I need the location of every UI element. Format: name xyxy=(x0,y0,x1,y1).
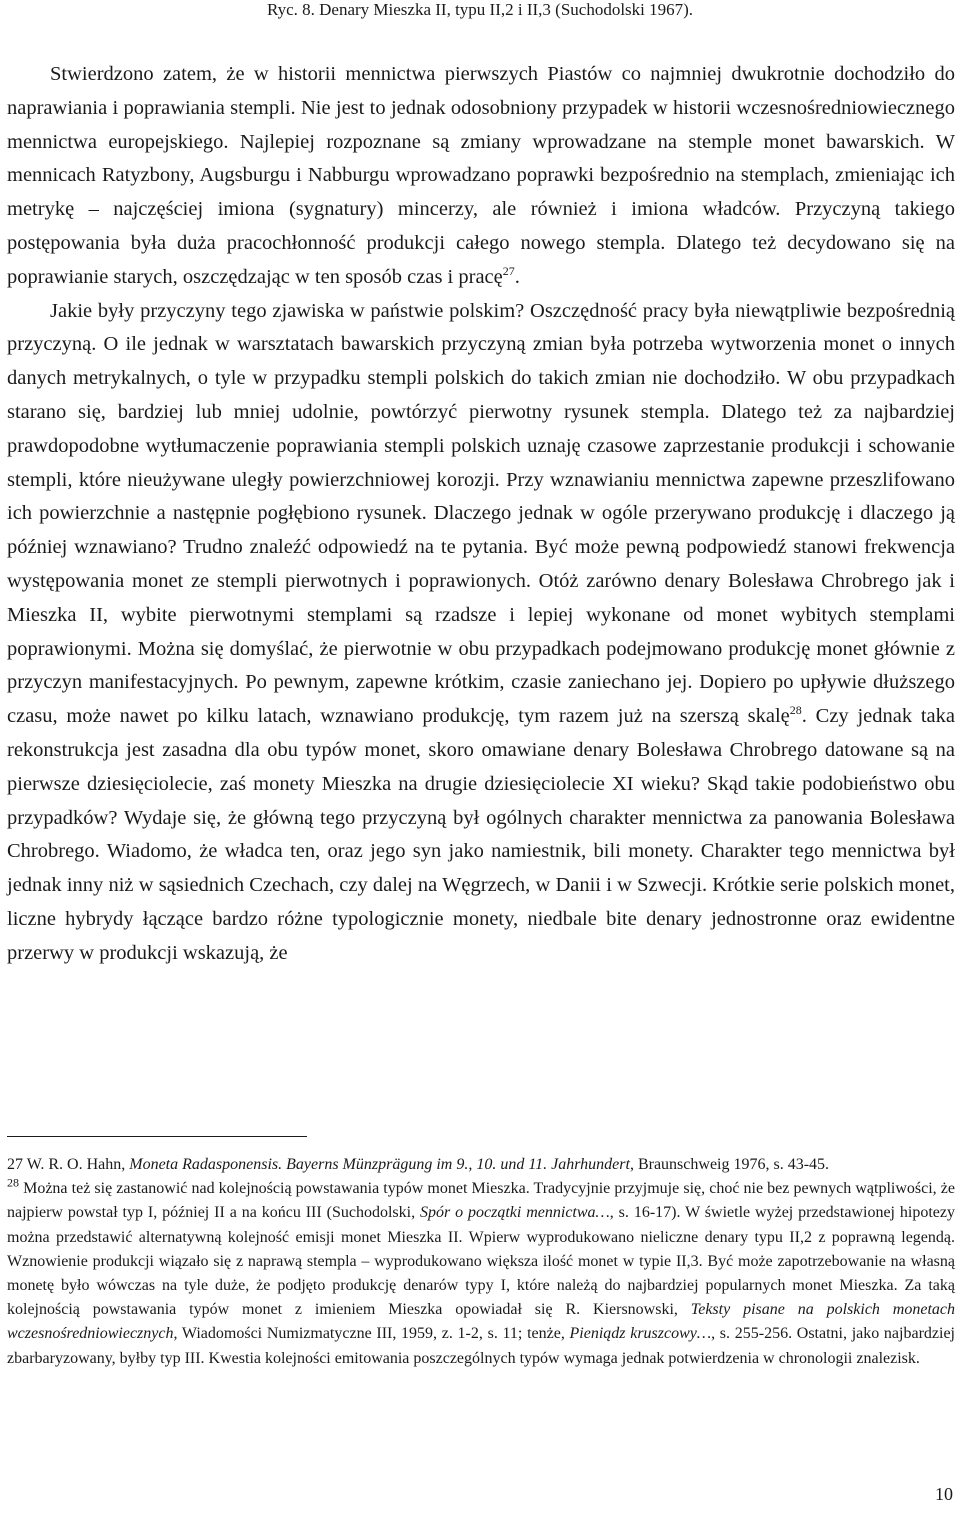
paragraph-text: Jakie były przyczyny tego zjawiska w państwie polskim? Oszczędność pracy była niewątpliwie bezpośrednią przyczyną. O ile jednak w warsztatach bawarskich przyczyną zmian była potrzeba wytworzenia monet o innych danych metrykalnych, o tyle w przypadku stempli polskich do takich zmian nie dochodziło. W obu przypadkach starano się, bardziej lub mniej udolnie, powtórzyć pierwotny rysunek stempla. Dlatego też za najbardziej prawdopodobne wytłumaczenie poprawiania stempli polskich uznaję czasowe zaprzestanie produkcji i schowanie stempli, które nieużywane uległy powierzchniowej korozji. Przy wznawianiu mennictwa zapewne przeszlifowano ich powierzchnie a następnie pogłębiono rysunek. Dlaczego jednak w ogóle przerywano produkcję i dlaczego ją później wznawiano? Trudno znaleźć odpowiedź na te pytania. Być może pewną podpowiedź stanowi frekwencja występowania monet ze stempli pierwotnych i poprawionych. Otóż zarówno denary Bolesława Chrobrego jak i Mieszka II, wybite pierwotnymi stemplami są rzadsze i lepiej wykonane od monet wybitych stemplami poprawionymi. Można się domyślać, że pierwotnie w obu przypadkach podejmowano produkcję monet głównie z przyczyn manifestacyjnych. Po pewnym, zapewne krótkim, czasie zaniechano jej. Dopiero po upływie dłuższego czasu, może nawet po kilku latach, wznawiano produkcję, tym razem już na szerszą skalę xyxy=(7,299,955,728)
paragraph-text: Stwierdzono zatem, że w historii mennictwa pierwszych Piastów co najmniej dwukrotnie dochodziło do naprawiania i poprawiania stempli. Nie jest to jednak odosobniony przypadek w historii wczesnośredniowiecznego mennictwa europejskiego. Najlepiej rozpoznane są zmiany wprowadzane na stemple monet bawarskich. W mennicach Ratyzbony, Augsburgu i Nabburgu wprowadzano poprawki bezpośrednio na stemplach, zmieniając ich metrykę – najczęściej imiona (sygnatury) mincerzy, ale również i imiona władców. Przyczyną takiego postępowania była duża pracochłonność produkcji całego nowego stempla. Dlatego też decydowano się na poprawianie starych, oszczędzając w ten sposób czas i pracę xyxy=(7,63,955,288)
footnote-divider xyxy=(7,1136,307,1137)
footnotes xyxy=(7,1153,955,1371)
footnote-27 xyxy=(7,1153,955,1177)
paragraph xyxy=(7,295,955,971)
footnote-text: W. R. O. Hahn, xyxy=(23,1156,130,1173)
figure-caption: Ryc. 8. Denary Mieszka II, typu II,2 i II,3 (Suchodolski 1967). xyxy=(266,0,694,19)
footnote-text: , s. 255-256. Ostatni, jako najbardziej zbarbaryzowany, byłby typ III. Kwestia kolejności emitowania poszczególnych typów wymaga jednak potwierdzenia w chronologii znalezisk. xyxy=(7,1325,956,1367)
footnote-text: , s. 16-17). W świetle wyżej przedstawionej hipotezy można przedstawić alternatywną kolejność emisji monet Mieszka II. Wpierw wyprodukowano nieliczne denary typu II,2 z poprawną legendą. Wznowienie produkcji wiązało się z naprawą stempla – wyprodukowano większa ilość monet w typie II,3. Być może zapotrzebowanie na własną monetę było wówczas na tyle duże, że podjęto produkcję denarów typy I, które należą do najbardziej popularnych monet Mieszka. Za taką kolejnością powstawania typów monet z imieniem Mieszka opowiadał się R. Kiersnowski, xyxy=(7,1204,955,1319)
footnote-text: Można też się zastanowić nad kolejnością powstawania typów monet Mieszka. Tradycyjnie przyjmuje się, choć nie bez pewnych wątpliwości, że najpierw powstał typ I, później II a na końcu III (Suchodolski, xyxy=(7,1180,955,1222)
footnote-reference: 28 xyxy=(789,703,802,718)
footnote-number: 27 xyxy=(7,1156,23,1173)
main-text xyxy=(7,58,955,971)
footnote-28 xyxy=(7,1177,955,1371)
paragraph xyxy=(7,58,955,295)
footnote-text: , Braunschweig 1976, s. 43-45. xyxy=(629,1156,830,1173)
footnote-title: Moneta Radasponensis. Bayerns Münzprägung im 9., 10. und 11. Jahrhundert xyxy=(129,1156,630,1173)
paragraph-text: . Czy jednak taka rekonstrukcja jest zasadna dla obu typów monet, skoro omawiane denary Bolesława Chrobrego datowane są na pierwsze dziesięciolecie, zaś monety Mieszka na drugie dziesięciolecie XI wieku? Skąd takie podobieństwo obu przypadków? Wydaje się, że główną tego przyczyną był ogólnych charakter mennictwa za panowania Bolesława Chrobrego. Wiadomo, że władca ten, oraz jego syn jako namiestnik, bili monety. Charakter tego mennictwa był jednak inny niż w sąsiednich Czechach, czy dalej na Węgrzech, w Danii i w Szwecji. Krótkie serie polskich monet, liczne hybrydy łączące bardzo różne typologicznie monety, niedbale bite denary jednostronne oraz ewidentne przerwy w produkcji wskazują, że xyxy=(7,705,955,964)
paragraph-text: . xyxy=(514,265,520,288)
footnote-title: Teksty pisane na polskich monetach wczesnośredniowiecznych xyxy=(7,1301,956,1343)
footnote-text: , Wiadomości Numizmatyczne III, 1959, z. 1-2, s. 11; tenże, xyxy=(173,1325,570,1343)
footnote-number: 28 xyxy=(7,1175,19,1190)
page-number: 10 xyxy=(935,1484,953,1504)
footnote-title: Pieniądz kruszcowy… xyxy=(569,1325,712,1343)
footnote-title: Spór o początki mennictwa… xyxy=(419,1204,610,1222)
footnote-reference: 27 xyxy=(502,263,515,278)
